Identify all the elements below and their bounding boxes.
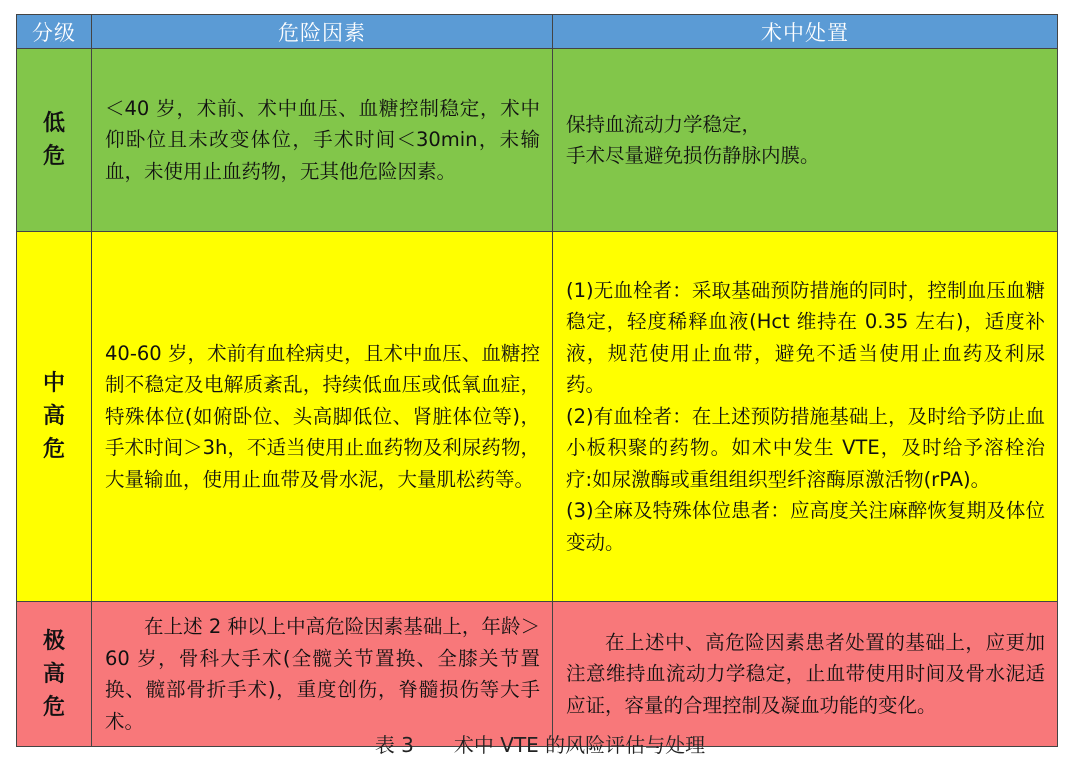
level-char: 低: [42, 111, 65, 136]
risk-text: 在上述 2 种以上中高危险因素基础上，年龄＞60 岁，骨科大手术(全髋关节置换、全膝关节置换、髋部骨折手术)，重度创伤，脊髓损伤等大手术。: [105, 615, 540, 733]
header-risk-factors: 危险因素: [92, 15, 553, 49]
level-cell-very-high: [17, 602, 92, 747]
header-intraop-management: 术中处置: [553, 15, 1058, 49]
level-char: 危: [42, 144, 65, 169]
caption-title: 术中 VTE 的风险评估与处理: [453, 733, 706, 757]
table-caption: [0, 729, 1080, 758]
management-cell-low: [553, 49, 1058, 232]
level-cell-mid-high: [17, 232, 92, 602]
management-item: (1)无血栓者：采取基础预防措施的同时，控制血压血糖稳定，轻度稀释血液(Hct 维持在 0.35 左右)，适度补液，规范使用止血带，避免不适当使用止血药及利尿药。: [566, 278, 1045, 397]
management-cell-very-high: [553, 602, 1058, 747]
table-header-row: [17, 15, 1058, 49]
level-char: 高: [42, 404, 65, 429]
management-item: (2)有血栓者：在上述预防措施基础上，及时给予防止血小板积聚的药物。如术中发生 VTE，及时给予溶栓治疗:如尿激酶或重组组织型纤溶酶原激活物(rPA)。: [566, 404, 1045, 491]
level-cell-low: [17, 49, 92, 232]
management-line: 保持血流动力学稳定，: [566, 112, 762, 136]
header-level: 分级: [17, 15, 92, 49]
caption-number: 表 3: [374, 733, 414, 757]
level-char: 极: [42, 628, 65, 654]
risk-text: 40-60 岁，术前有血栓病史，且术中血压、血糖控制不稳定及电解质紊乱，持续低血压或低氧血症，特殊体位(如俯卧位、头高脚低位、肾脏体位等)，手术时间＞3h，不适当使用止血药物及利尿药物，大量输血，使用止血带及骨水泥，大量肌松药等。: [105, 341, 540, 491]
risk-cell-low: [92, 49, 553, 232]
management-text: 在上述中、高危险因素患者处置的基础上，应更加注意维持血流动力学稳定，止血带使用时间及骨水泥适应证，容量的合理控制及凝血功能的变化。: [566, 630, 1045, 717]
table-row-mid-high-risk: [17, 232, 1058, 602]
risk-cell-very-high: [92, 602, 553, 747]
table-row-low-risk: [17, 49, 1058, 232]
level-char: 危: [42, 694, 65, 720]
management-line: 手术尽量避免损伤静脉内膜。: [566, 144, 820, 167]
vte-risk-table: [16, 14, 1058, 747]
management-cell-mid-high: [553, 232, 1058, 602]
level-char: 危: [42, 437, 65, 462]
table-row-very-high-risk: [17, 602, 1058, 747]
risk-cell-mid-high: [92, 232, 553, 602]
level-char: 中: [42, 371, 65, 396]
risk-text: ＜40 岁，术前、术中血压、血糖控制稳定，术中仰卧位且未改变体位，手术时间＜30min，未输血，未使用止血药物，无其他危险因素。: [105, 96, 540, 183]
management-item: (3)全麻及特殊体位患者：应高度关注麻醉恢复期及体位变动。: [566, 499, 1045, 554]
level-char: 高: [42, 661, 65, 687]
